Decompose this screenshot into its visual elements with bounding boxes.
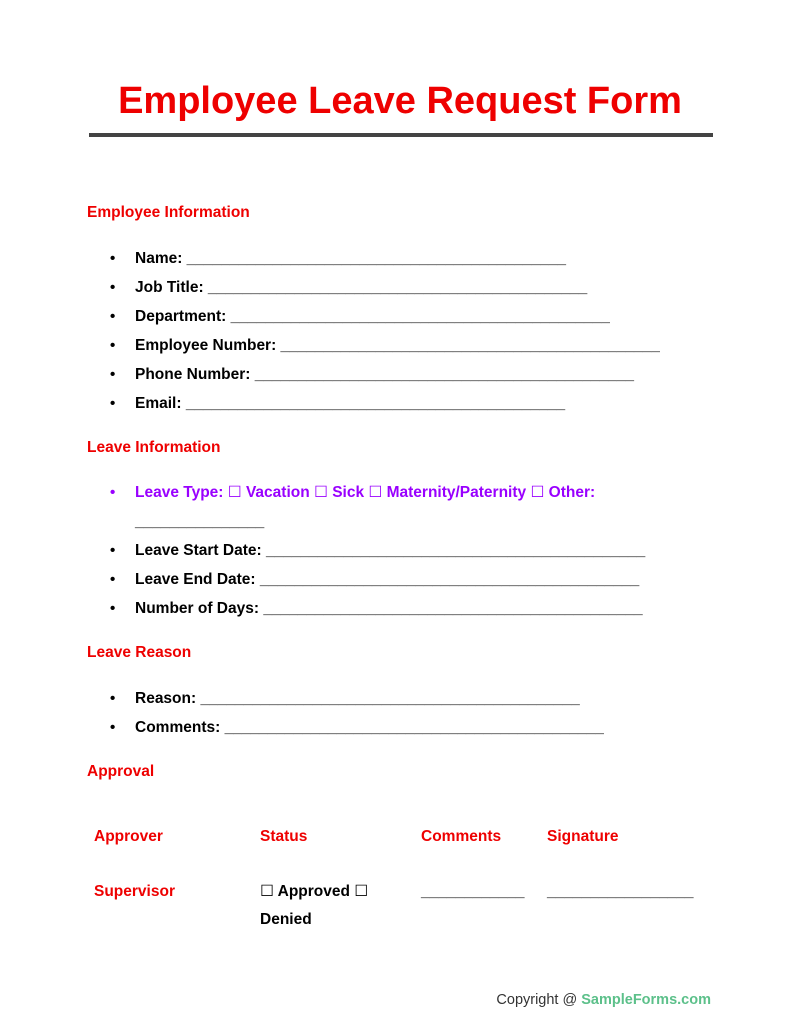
leave-reason-list <box>0 684 604 742</box>
field-comments[interactable]: • Comments: ____________________________________________ <box>0 713 604 742</box>
field-reason[interactable]: • Reason: ____________________________________________ <box>0 684 604 713</box>
field-leave-start-date[interactable]: • Leave Start Date: ____________________________________________ <box>0 536 645 565</box>
employee-information-list <box>0 244 660 418</box>
leave-information-list <box>0 478 645 623</box>
section-heading-approval: Approval <box>87 763 155 780</box>
field-phone-number[interactable]: • Phone Number: ____________________________________________ <box>0 360 660 389</box>
leave-type-options[interactable]: Leave Type: ☐ Vacation ☐ Sick ☐ Maternity/Paternity ☐ Other: <box>135 484 596 501</box>
footer-copyright <box>496 992 711 1008</box>
field-employee-number[interactable]: • Employee Number: ____________________________________________ <box>0 331 660 360</box>
form-title: Employee Leave Request Form <box>118 80 682 122</box>
column-header-approver: Approver <box>94 828 163 845</box>
cell-approver-supervisor: Supervisor <box>94 883 175 900</box>
field-leave-type[interactable] <box>0 478 645 536</box>
column-header-status: Status <box>260 828 308 845</box>
column-header-comments: Comments <box>421 828 502 845</box>
field-leave-end-date[interactable]: • Leave End Date: ____________________________________________ <box>0 565 645 594</box>
cell-signature-blank[interactable]: _________________ <box>547 883 694 900</box>
brand-link[interactable]: SampleForms.com <box>581 992 711 1008</box>
cell-comments-blank[interactable]: ____________ <box>421 883 525 900</box>
copyright-text: Copyright @ <box>496 992 582 1008</box>
field-department[interactable]: • Department: ____________________________________________ <box>0 302 660 331</box>
section-heading-leave-information: Leave Information <box>87 439 221 456</box>
field-number-of-days[interactable]: • Number of Days: ____________________________________________ <box>0 594 645 623</box>
section-heading-employee-information: Employee Information <box>87 204 250 221</box>
approval-table <box>87 823 722 934</box>
cell-status-checkboxes[interactable]: ☐ Approved ☐ Denied <box>260 883 369 928</box>
title-divider <box>89 133 713 137</box>
approval-table-header <box>87 823 722 878</box>
field-name[interactable]: • Name: ____________________________________________ <box>0 244 660 273</box>
table-row <box>87 878 722 934</box>
section-heading-leave-reason: Leave Reason <box>87 644 192 661</box>
field-job-title[interactable]: • Job Title: ____________________________________________ <box>0 273 660 302</box>
column-header-signature: Signature <box>547 828 619 845</box>
field-email[interactable]: • Email: ____________________________________________ <box>0 389 660 418</box>
leave-type-other-blank[interactable]: _______________ <box>135 513 265 530</box>
